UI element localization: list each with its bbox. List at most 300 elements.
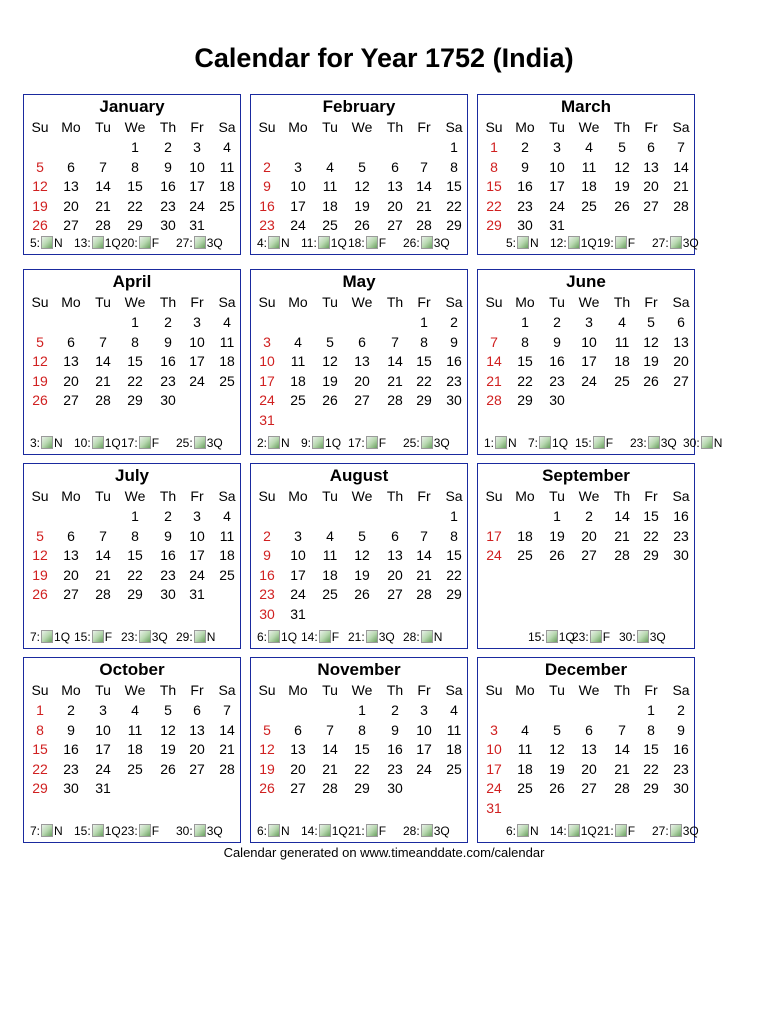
moon-phase-entry: 23: F	[572, 630, 611, 644]
day-cell: 25	[127, 760, 143, 777]
day-cell: 10	[486, 741, 502, 757]
day-cell: 11	[290, 353, 306, 369]
moon-phase-icon	[701, 436, 713, 449]
moon-phase-entry: 14: 1Q	[301, 824, 348, 838]
moon-phase-entry: 9: 1Q	[301, 436, 342, 450]
day-cell: 18	[127, 741, 143, 757]
weekday-header: Mo	[515, 119, 535, 135]
day-cell: 12	[354, 547, 370, 563]
day-cell: 3	[490, 721, 498, 738]
month-may	[250, 269, 468, 455]
day-cell: 26	[354, 217, 370, 233]
day-cell: 22	[446, 566, 462, 583]
moon-phase-entry: 30: N	[683, 436, 723, 450]
weekday-header: Su	[31, 294, 49, 310]
day-cell: 20	[290, 760, 306, 777]
day-cell: 5	[358, 527, 366, 544]
day-cell: 6	[67, 527, 75, 544]
day-cell: 28	[95, 217, 111, 233]
day-cell: 8	[521, 333, 529, 350]
day-cell: 24	[581, 372, 597, 389]
month-name: January	[99, 97, 165, 116]
day-cell: 19	[354, 197, 370, 214]
moon-phase-icon	[590, 630, 602, 643]
day-cell: 3	[263, 333, 271, 350]
day-cell: 13	[673, 333, 689, 350]
day-cell: 25	[219, 197, 235, 214]
moon-phase-icon	[517, 824, 529, 837]
day-cell: 20	[387, 566, 403, 583]
day-cell: 10	[290, 178, 306, 194]
day-cell: 15	[517, 353, 533, 369]
moon-phase-icon	[615, 824, 627, 837]
moon-phase-entry: 20: F	[121, 236, 160, 250]
moon-phase-icon	[670, 824, 682, 837]
day-cell: 3	[193, 314, 201, 330]
day-cell: 12	[614, 158, 630, 175]
moon-phase-entry: 30: 3Q	[176, 824, 223, 838]
day-cell: 9	[521, 158, 529, 175]
day-cell: 6	[647, 139, 655, 155]
moon-phase-icon	[268, 436, 280, 449]
day-cell: 27	[643, 197, 659, 214]
day-cell: 19	[614, 178, 630, 194]
day-cell: 17	[189, 353, 205, 369]
day-cell: 8	[36, 721, 44, 738]
day-cell: 4	[131, 702, 139, 718]
day-cell: 23	[446, 372, 462, 389]
day-cell: 29	[127, 392, 143, 408]
day-cell: 21	[95, 372, 111, 389]
day-cell: 28	[416, 217, 432, 233]
day-cell: 15	[354, 741, 370, 757]
moon-phase-icon	[194, 824, 206, 837]
moon-phase-entry: 29: N	[176, 630, 216, 644]
day-cell: 7	[677, 139, 685, 155]
moon-phase-entry: 21: F	[348, 824, 387, 838]
day-cell: 1	[131, 314, 139, 330]
day-cell: 21	[614, 527, 630, 544]
moon-phase-icon	[366, 824, 378, 837]
day-cell: 7	[420, 527, 428, 544]
day-cell: 18	[446, 741, 462, 757]
day-cell: 12	[549, 741, 565, 757]
day-cell: 2	[263, 527, 271, 544]
moon-phase-entry: 28: 3Q	[403, 824, 450, 838]
moon-phase-entry: 21: F	[597, 824, 636, 838]
day-cell: 21	[322, 760, 338, 777]
day-cell: 4	[326, 527, 334, 544]
day-cell: 11	[219, 527, 235, 544]
day-cell: 24	[549, 197, 565, 214]
day-cell: 10	[581, 333, 597, 350]
day-cell: 5	[36, 527, 44, 544]
weekday-header: Th	[386, 119, 404, 135]
page-title: Calendar for Year 1752 (India)	[194, 43, 574, 73]
day-cell: 27	[290, 780, 306, 796]
day-cell: 7	[99, 527, 107, 544]
day-cell: 8	[647, 721, 655, 738]
weekday-header: Sa	[445, 119, 463, 135]
day-cell: 7	[99, 333, 107, 350]
day-cell: 23	[160, 197, 176, 214]
day-cell: 22	[32, 760, 48, 777]
weekday-header: Th	[386, 488, 404, 504]
day-cell: 23	[63, 760, 79, 777]
moon-phase-icon	[517, 236, 529, 249]
day-cell: 29	[517, 392, 533, 408]
day-cell: 23	[259, 586, 275, 602]
day-cell: 30	[160, 392, 176, 408]
day-cell: 5	[263, 721, 271, 738]
day-cell: 13	[354, 353, 370, 369]
day-cell: 3	[294, 158, 302, 175]
day-cell: 20	[581, 760, 597, 777]
day-cell: 15	[643, 508, 659, 524]
day-cell: 17	[290, 566, 306, 583]
day-cell: 14	[95, 353, 111, 369]
moon-phase-entry: 15: F	[575, 436, 614, 450]
moon-phase-icon	[268, 824, 280, 837]
day-cell: 7	[490, 333, 498, 350]
day-cell: 25	[219, 566, 235, 583]
day-cell: 26	[32, 217, 48, 233]
day-cell: 13	[387, 547, 403, 563]
month-name: September	[542, 466, 630, 485]
footer-credit: Calendar generated on www.timeanddate.com/calendar	[223, 845, 545, 860]
weekday-header: Su	[31, 488, 49, 504]
day-cell: 20	[387, 197, 403, 214]
day-cell: 13	[643, 158, 659, 175]
weekday-header: Su	[485, 682, 503, 698]
day-cell: 26	[354, 586, 370, 602]
day-cell: 3	[99, 702, 107, 718]
day-cell: 26	[614, 197, 630, 214]
weekday-header: Fr	[190, 488, 204, 504]
weekday-header: We	[578, 119, 600, 135]
day-cell: 10	[259, 353, 275, 369]
day-cell: 17	[259, 372, 275, 389]
day-cell: 8	[131, 333, 139, 350]
weekday-header: Sa	[672, 488, 690, 504]
day-cell: 18	[219, 353, 235, 369]
day-cell: 17	[189, 547, 205, 563]
day-cell: 26	[259, 780, 275, 796]
moon-phase-entry: 11: 1Q	[301, 236, 347, 250]
weekday-header: We	[351, 119, 373, 135]
day-cell: 14	[95, 178, 111, 194]
moon-phase-entry: 19: F	[597, 236, 636, 250]
day-cell: 20	[63, 372, 79, 389]
day-cell: 16	[387, 741, 403, 757]
day-cell: 12	[32, 353, 48, 369]
month-february	[250, 94, 468, 255]
weekday-header: We	[124, 488, 146, 504]
day-cell: 28	[614, 547, 630, 563]
day-cell: 30	[673, 780, 689, 796]
day-cell: 17	[95, 741, 111, 757]
month-june	[477, 269, 723, 455]
day-cell: 14	[614, 508, 630, 524]
day-cell: 18	[614, 353, 630, 369]
moon-phase-icon	[421, 630, 433, 643]
day-cell: 8	[131, 527, 139, 544]
weekday-header: Fr	[644, 119, 658, 135]
day-cell: 27	[581, 547, 597, 563]
weekday-header: We	[124, 682, 146, 698]
day-cell: 16	[63, 741, 79, 757]
weekday-header: Mo	[288, 488, 308, 504]
moon-phase-icon	[92, 630, 104, 643]
day-cell: 27	[63, 586, 79, 602]
weekday-header: We	[351, 682, 373, 698]
day-cell: 31	[549, 217, 565, 233]
weekday-header: Su	[485, 488, 503, 504]
day-cell: 15	[127, 547, 143, 563]
day-cell: 30	[673, 547, 689, 563]
day-cell: 27	[354, 392, 370, 408]
day-cell: 19	[322, 372, 338, 389]
moon-phase-icon	[648, 436, 660, 449]
moon-phase-entry: 17: F	[121, 436, 160, 450]
moon-phase-entry: 28: N	[403, 630, 443, 644]
day-cell: 31	[259, 411, 275, 428]
month-name: March	[560, 97, 612, 116]
day-cell: 15	[446, 547, 462, 563]
day-cell: 6	[67, 333, 75, 350]
weekday-header: Su	[485, 294, 503, 310]
day-cell: 6	[391, 527, 399, 544]
weekday-header: Tu	[95, 119, 111, 135]
day-cell: 9	[553, 333, 561, 350]
moon-phase-entry: 15: 1Q	[528, 630, 575, 644]
day-cell: 20	[63, 566, 79, 583]
moon-phase-icon	[319, 824, 331, 837]
day-cell: 2	[164, 139, 172, 155]
moon-phase-entry: 23: 3Q	[121, 630, 168, 644]
weekday-header: Mo	[61, 488, 81, 504]
month-december	[477, 657, 699, 843]
day-cell: 16	[673, 741, 689, 757]
day-cell: 5	[358, 158, 366, 175]
day-cell: 5	[553, 721, 561, 738]
day-cell: 19	[354, 566, 370, 583]
day-cell: 19	[32, 566, 48, 583]
day-cell: 1	[450, 508, 458, 524]
day-cell: 9	[391, 721, 399, 738]
day-cell: 6	[391, 158, 399, 175]
moon-phase-entry: 5: N	[506, 236, 539, 250]
day-cell: 2	[164, 314, 172, 330]
day-cell: 7	[391, 333, 399, 350]
day-cell: 9	[263, 178, 271, 194]
day-cell: 8	[490, 158, 498, 175]
moon-phase-icon	[670, 236, 682, 249]
day-cell: 24	[189, 566, 205, 583]
day-cell: 26	[160, 760, 176, 777]
day-cell: 29	[127, 217, 143, 233]
moon-phase-icon	[539, 436, 551, 449]
weekday-header: Fr	[417, 682, 431, 698]
moon-phase-icon	[593, 436, 605, 449]
day-cell: 29	[486, 217, 502, 233]
weekday-header: Th	[613, 119, 631, 135]
weekday-header: Sa	[218, 119, 236, 135]
day-cell: 6	[677, 314, 685, 330]
day-cell: 3	[294, 527, 302, 544]
day-cell: 22	[446, 197, 462, 214]
day-cell: 4	[294, 333, 302, 350]
moon-phase-entry: 2: N	[257, 436, 290, 450]
day-cell: 7	[420, 158, 428, 175]
day-cell: 4	[450, 702, 458, 718]
day-cell: 25	[290, 392, 306, 408]
day-cell: 3	[585, 314, 593, 330]
weekday-header: Th	[613, 488, 631, 504]
day-cell: 5	[36, 158, 44, 175]
moon-phase-entry: 14: F	[301, 630, 340, 644]
weekday-header: Mo	[61, 119, 81, 135]
moon-phase-icon	[139, 630, 151, 643]
day-cell: 21	[614, 760, 630, 777]
day-cell: 19	[259, 760, 275, 777]
moon-phase-icon	[92, 824, 104, 837]
day-cell: 14	[387, 353, 403, 369]
day-cell: 25	[517, 780, 533, 796]
day-cell: 20	[643, 178, 659, 194]
moon-phase-entry: 25: 3Q	[176, 436, 223, 450]
day-cell: 4	[223, 508, 231, 524]
day-cell: 21	[416, 197, 432, 214]
day-cell: 23	[259, 217, 275, 233]
day-cell: 30	[160, 586, 176, 602]
day-cell: 19	[549, 760, 565, 777]
weekday-header: Fr	[644, 682, 658, 698]
weekday-header: Su	[258, 119, 276, 135]
day-cell: 9	[164, 158, 172, 175]
day-cell: 21	[219, 741, 235, 757]
day-cell: 18	[517, 760, 533, 777]
day-cell: 18	[219, 178, 235, 194]
day-cell: 29	[643, 780, 659, 796]
day-cell: 22	[643, 527, 659, 544]
day-cell: 2	[677, 702, 685, 718]
moon-phase-icon	[319, 630, 331, 643]
day-cell: 19	[32, 372, 48, 389]
day-cell: 1	[553, 508, 561, 524]
day-cell: 22	[127, 197, 143, 214]
day-cell: 10	[189, 527, 205, 544]
day-cell: 2	[164, 508, 172, 524]
day-cell: 15	[446, 178, 462, 194]
day-cell: 9	[263, 547, 271, 563]
day-cell: 28	[486, 392, 502, 408]
day-cell: 16	[673, 508, 689, 524]
day-cell: 31	[189, 217, 205, 233]
weekday-header: Mo	[288, 682, 308, 698]
moon-phase-entry: 14: 1Q	[550, 824, 597, 838]
moon-phase-icon	[92, 236, 104, 249]
weekday-header: Tu	[322, 682, 338, 698]
moon-phase-entry: 4: N	[257, 236, 290, 250]
weekday-header: Sa	[445, 682, 463, 698]
day-cell: 18	[322, 197, 338, 214]
weekday-header: Th	[159, 119, 177, 135]
day-cell: 16	[160, 353, 176, 369]
day-cell: 4	[223, 139, 231, 155]
day-cell: 6	[358, 333, 366, 350]
day-cell: 8	[131, 158, 139, 175]
weekday-header: Su	[258, 682, 276, 698]
day-cell: 11	[219, 158, 235, 175]
weekday-header: Tu	[322, 488, 338, 504]
day-cell: 24	[259, 392, 275, 408]
day-cell: 10	[189, 158, 205, 175]
day-cell: 29	[446, 586, 462, 602]
day-cell: 24	[189, 197, 205, 214]
weekday-header: Mo	[61, 294, 81, 310]
day-cell: 24	[189, 372, 205, 389]
weekday-header: We	[351, 294, 373, 310]
weekday-header: We	[124, 119, 146, 135]
moon-phase-icon	[268, 630, 280, 643]
day-cell: 27	[387, 217, 403, 233]
day-cell: 27	[189, 760, 205, 777]
day-cell: 16	[259, 566, 275, 583]
day-cell: 14	[322, 741, 338, 757]
day-cell: 23	[160, 566, 176, 583]
moon-phase-icon	[194, 436, 206, 449]
day-cell: 6	[193, 702, 201, 718]
day-cell: 29	[127, 586, 143, 602]
day-cell: 28	[673, 197, 689, 214]
weekday-header: Fr	[190, 294, 204, 310]
day-cell: 9	[677, 721, 685, 738]
day-cell: 18	[322, 566, 338, 583]
month-name: October	[99, 660, 165, 679]
weekday-header: Tu	[95, 682, 111, 698]
moon-phase-icon	[637, 630, 649, 643]
day-cell: 27	[581, 780, 597, 796]
moon-phase-icon	[615, 236, 627, 249]
month-march	[477, 94, 699, 255]
day-cell: 3	[193, 139, 201, 155]
day-cell: 25	[446, 760, 462, 777]
weekday-header: Mo	[515, 294, 535, 310]
day-cell: 18	[517, 527, 533, 544]
moon-phase-icon	[421, 436, 433, 449]
day-cell: 29	[416, 392, 432, 408]
day-cell: 6	[585, 721, 593, 738]
day-cell: 18	[219, 547, 235, 563]
moon-phase-entry: 27: 3Q	[176, 236, 223, 250]
weekday-header: Tu	[549, 682, 565, 698]
day-cell: 6	[67, 158, 75, 175]
month-name: July	[114, 466, 150, 485]
weekday-header: Fr	[417, 488, 431, 504]
day-cell: 28	[95, 392, 111, 408]
weekday-header: Tu	[549, 294, 565, 310]
weekday-header: Su	[31, 682, 49, 698]
moon-phase-icon	[41, 824, 53, 837]
day-cell: 1	[131, 508, 139, 524]
day-cell: 5	[36, 333, 44, 350]
month-name: August	[329, 466, 389, 485]
day-cell: 12	[32, 547, 48, 563]
moon-phase-icon	[366, 236, 378, 249]
weekday-header: Sa	[218, 294, 236, 310]
day-cell: 28	[322, 780, 338, 796]
